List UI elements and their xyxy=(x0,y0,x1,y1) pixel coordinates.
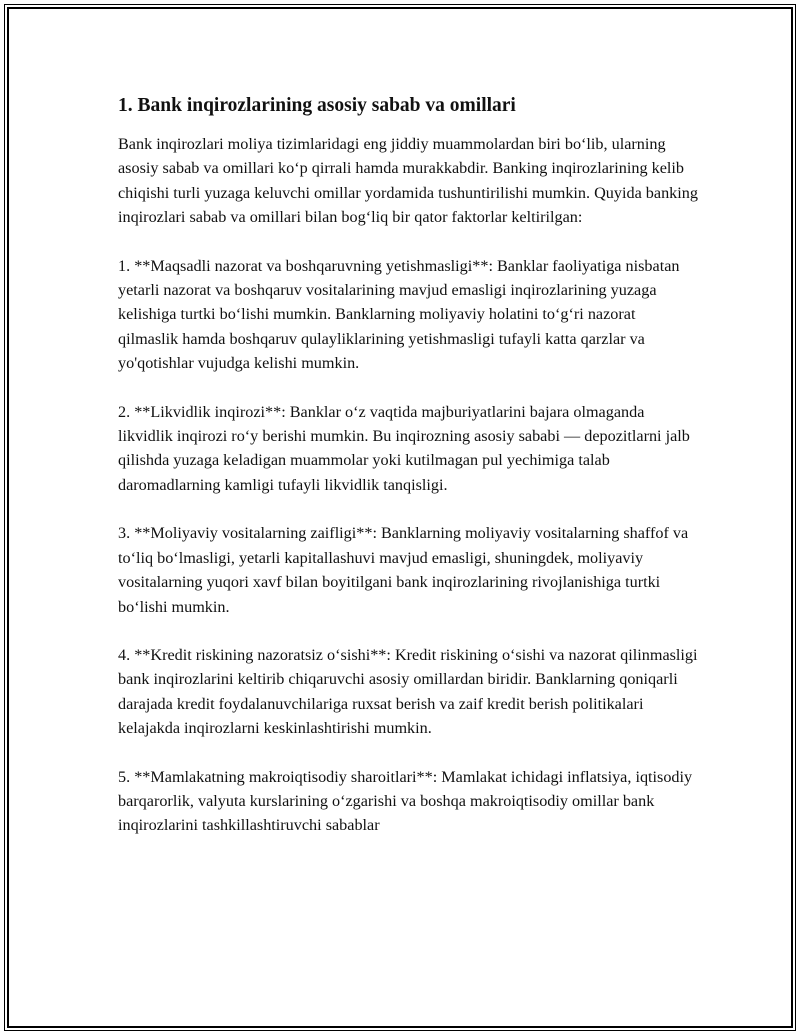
section-heading: 1. Bank inqirozlarining asosiy sabab va omillari xyxy=(118,95,516,116)
list-item-liquidity: 2. **Likvidlik inqirozi**: Banklar o‘z vaqtida majburiyatlarini bajara olmaganda likvidlik inqirozi ro‘y berishi mumkin. Bu inqirozning asosiy sababi — depozitlarni jalb qilishda yuzaga keladigan muammolar yoki kutilmagan pul yechimiga talab daromadlarning kamligi tufayli likvidlik tanqisligi. xyxy=(118,402,690,494)
intro-paragraph: Bank inqirozlari moliya tizimlaridagi eng jiddiy muammolardan biri bo‘lib, ularning asosiy sabab va omillari ko‘p qirrali hamda murakkabdir. Banking inqirozlarining kelib chiqishi turli yuzaga keluvchi omillar yordamida tushuntirilishi mumkin. Quyida banking inqirozlari sabab va omillari bilan bog‘liq bir qator faktorlar keltirilgan: xyxy=(118,135,698,227)
list-item-financial-instruments: 3. **Moliyaviy vositalarning zaifligi**: Banklarning moliyaviy vositalarning shaffof va to‘liq bo‘lmasligi, yetarli kapitallashuvi mavjud emasligi, shuningdek, moliyaviy vositalarning yuqori xavf bilan boyitilgani bank inqirozlarining rivojlanishiga turtki bo‘lishi mumkin. xyxy=(118,524,689,616)
document-body xyxy=(118,93,698,862)
list-item-oversight: 1. **Maqsadli nazorat va boshqaruvning yetishmasligi**: Banklar faoliyatiga nisbatan yetarli nazorat va boshqaruv vositalarining mavjud emasligi inqirozlarining yuzaga kelishiga turtki bo‘lishi mumkin. Banklarning moliyaviy holatini to‘g‘ri nazorat qilmaslik hamda boshqaruv qulayliklarining yetishmasligi tufayli katta qarzlar va yo'qotishlar vujudga kelishi mumkin. xyxy=(118,256,680,373)
list-item-macroeconomic: 5. **Mamlakatning makroiqtisodiy sharoitlari**: Mamlakat ichidagi inflatsiya, iqtisodiy barqarorlik, valyuta kurslarining o‘zgarishi va boshqa makroiqtisodiy omillar bank inqirozlarini tashkillashtiruvchi sabablar xyxy=(118,767,693,835)
list-item-credit-risk: 4. **Kredit riskining nazoratsiz o‘sishi**: Kredit riskining o‘sishi va nazorat qilinmasligi bank inqirozlarini keltirib chiqaruvchi asosiy omillardan biridir. Banklarning qoniqarli darajada kredit foydalanuvchilariga ruxsat berish va zaif kredit berish politikalari kelajakda inqirozlarni keskinlashtirishi mumkin. xyxy=(118,645,698,738)
